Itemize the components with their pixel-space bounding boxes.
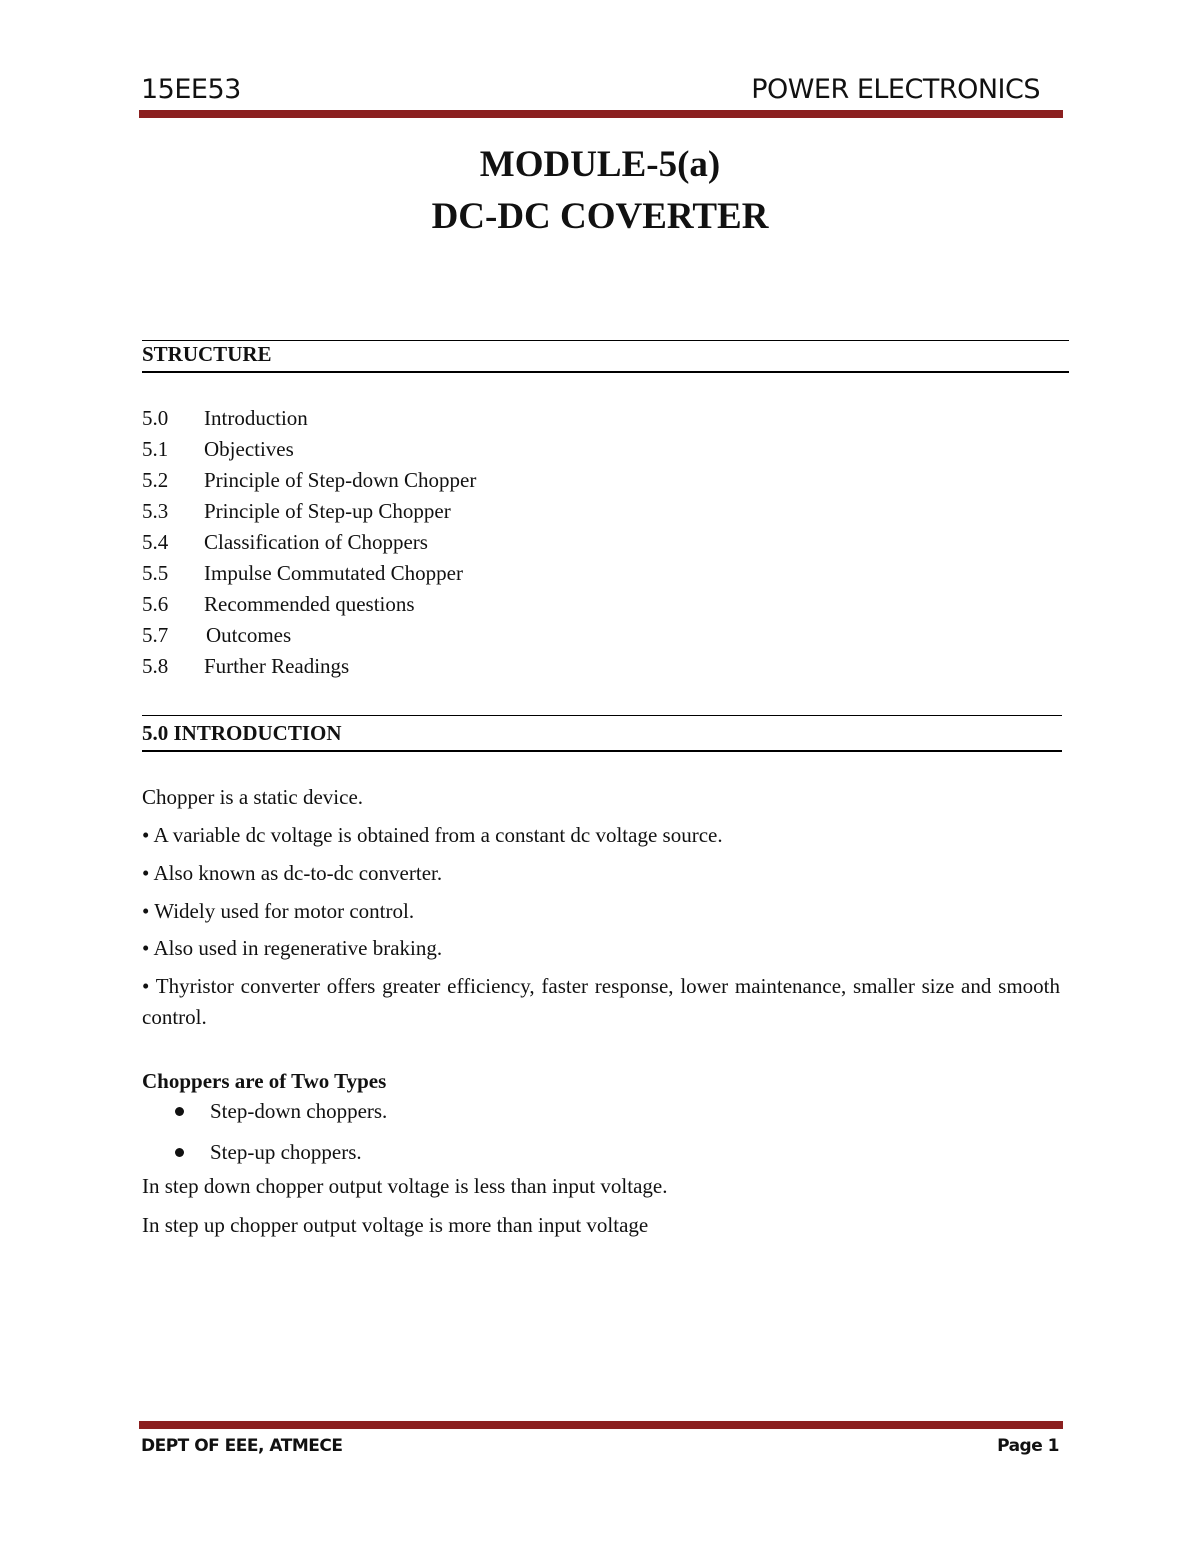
item-label: Introduction — [204, 406, 308, 430]
item-label: Further Readings — [204, 654, 350, 678]
intro-paragraph: • Also used in regenerative braking. — [142, 936, 443, 960]
list-item — [142, 403, 476, 434]
intro-paragraph: • Also known as dc-to-dc converter. — [142, 861, 443, 885]
item-label: Recommended questions — [204, 592, 415, 616]
item-number: 5.0 — [142, 406, 169, 430]
header-course-code: 15EE53 — [141, 74, 241, 105]
page-number: Page 1 — [997, 1436, 1059, 1456]
footer-rule — [139, 1421, 1063, 1429]
item-number: 5.4 — [142, 530, 169, 554]
intro-paragraph: • A variable dc voltage is obtained from a constant dc voltage source. — [142, 823, 723, 847]
item-number: 5.8 — [142, 654, 169, 678]
bullet-icon — [175, 1148, 184, 1157]
item-label: Objectives — [204, 437, 294, 461]
list-item — [142, 496, 476, 527]
structure-list — [142, 403, 476, 682]
item-number: 5.2 — [142, 468, 169, 492]
list-item — [142, 465, 476, 496]
item-label: Outcomes — [206, 623, 292, 647]
list-item — [175, 1099, 387, 1124]
list-item — [175, 1140, 362, 1165]
footer-department: DEPT OF EEE, ATMECE — [141, 1436, 343, 1456]
item-label: Impulse Commutated Chopper — [204, 561, 463, 585]
module-title: MODULE-5(a) — [479, 144, 721, 185]
header-course-title: POWER ELECTRONICS — [751, 74, 1040, 105]
bullet-icon — [175, 1107, 184, 1116]
closing-paragraph: In step down chopper output voltage is less than input voltage. — [142, 1174, 668, 1198]
closing-paragraph: In step up chopper output voltage is more than input voltage — [142, 1213, 649, 1237]
intro-bottom-rule — [142, 750, 1062, 752]
intro-paragraph: • Widely used for motor control. — [142, 899, 415, 923]
item-number: 5.1 — [142, 437, 169, 461]
item-number: 5.7 — [142, 623, 169, 647]
list-item — [142, 589, 476, 620]
structure-heading: STRUCTURE — [142, 342, 272, 366]
type-label: Step-up choppers. — [210, 1140, 362, 1164]
type-label: Step-down choppers. — [210, 1099, 388, 1123]
item-label: Classification of Choppers — [204, 530, 428, 554]
intro-paragraph: • Thyristor converter offers greater efficiency, faster response, lower maintenance, smaller size and smooth control. — [142, 974, 1060, 1029]
item-label: Principle of Step-down Chopper — [204, 468, 477, 492]
list-item — [142, 620, 476, 651]
list-item — [142, 651, 476, 682]
intro-top-rule — [142, 715, 1062, 716]
item-label: Principle of Step-up Chopper — [204, 499, 451, 523]
header-rule — [139, 110, 1063, 118]
structure-top-rule — [142, 340, 1069, 341]
intro-heading: 5.0 INTRODUCTION — [142, 721, 342, 745]
list-item — [142, 558, 476, 589]
item-number: 5.5 — [142, 561, 169, 585]
module-subtitle: DC-DC COVERTER — [431, 196, 769, 237]
list-item — [142, 434, 476, 465]
intro-paragraph: Chopper is a static device. — [142, 785, 364, 809]
types-heading: Choppers are of Two Types — [142, 1069, 387, 1093]
item-number: 5.3 — [142, 499, 169, 523]
list-item — [142, 527, 476, 558]
structure-bottom-rule — [142, 371, 1069, 373]
item-number: 5.6 — [142, 592, 169, 616]
